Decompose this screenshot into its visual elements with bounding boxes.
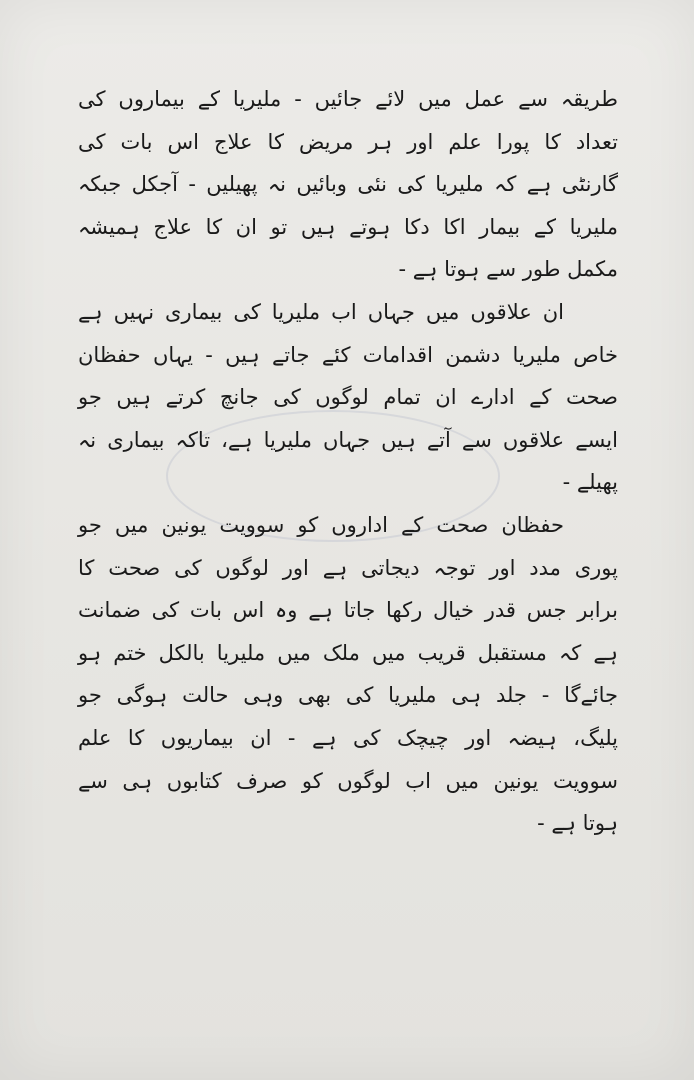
- text-line: گارنٹی ہے کہ ملیریا کی نئی وبائیں نہ پھیلیں - آجکل جبکہ: [78, 172, 618, 197]
- text-line: ایسے علاقوں سے آتے ہیں جہاں ملیریا ہے، تاکہ بیماری نہ: [78, 427, 618, 452]
- text-line: تعداد کا پورا علم اور ہر مریض کا علاج اس بات کی: [78, 129, 618, 154]
- text-line: پوری مدد اور توجہ دیجاتی ہے اور لوگوں کی صحت کا: [78, 555, 618, 580]
- text-line: سوویت یونین میں اب لوگوں کو صرف کتابوں ہی سے: [78, 768, 618, 793]
- text-line: صحت کے ادارے ان تمام لوگوں کی جانچ کرتے ہیں جو: [78, 385, 618, 410]
- text-line: طریقہ سے عمل میں لائے جائیں - ملیریا کے بیماروں کی: [78, 87, 618, 111]
- text-line: حفظان صحت کے اداروں کو سوویت یونین میں جو: [78, 512, 564, 537]
- text-line: مکمل طور سے ہوتا ہے -: [398, 257, 618, 282]
- text-line: ہوتا ہے -: [537, 811, 618, 836]
- text-line: ان علاقوں میں جہاں اب ملیریا کی بیماری نہیں ہے: [78, 299, 564, 324]
- text-line: خاص ملیریا دشمن اقدامات کئے جاتے ہیں - یہاں حفظان: [78, 342, 618, 367]
- text-line: پلیگ، ہیضہ اور چیچک کی ہے - ان بیماریوں کا علم: [78, 725, 618, 750]
- text-line: جائےگا - جلد ہی ملیریا کی بھی وہی حالت ہوگی جو: [78, 683, 618, 708]
- text-line: ملیریا کے بیمار اکا دکا ہوتے ہیں تو ان کا علاج ہمیشہ: [78, 214, 618, 239]
- text-line: ہے کہ مستقبل قریب میں ملک میں ملیریا بالکل ختم ہو: [78, 640, 618, 665]
- text-line: برابر جس قدر خیال رکھا جاتا ہے وہ اس بات کی ضمانت: [78, 598, 618, 623]
- paragraph-2: [78, 291, 618, 504]
- paragraph-3: [78, 504, 618, 845]
- text-line: پھیلے -: [562, 470, 618, 495]
- urdu-text-body: [78, 78, 618, 845]
- paragraph-1: [78, 78, 618, 291]
